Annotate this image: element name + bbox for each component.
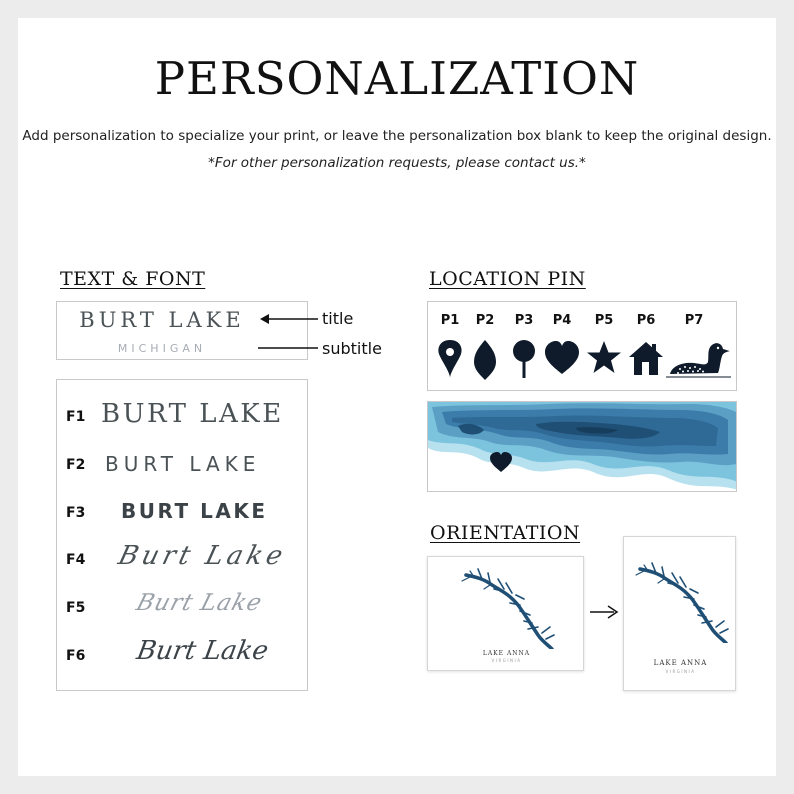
sample-subtitle: MICHIGAN [117,342,207,355]
title-arrow-icon [260,314,318,324]
pin-icons-row [428,338,738,382]
portrait-print[interactable] [623,536,736,691]
teardrop-pin-icon [474,340,496,380]
portrait-state-name: VIRGINIA [665,669,696,674]
heart-icon [545,341,579,374]
location-pin-heading: LOCATION PIN [429,268,586,290]
lake-anna-map-portrait [632,559,732,643]
title-callout-label: title [322,309,354,328]
subtitle-callout-label: subtitle [322,339,382,358]
lake-depth-map [428,402,737,492]
page-title: PERSONALIZATION [154,52,640,105]
pin-label: P4 [552,313,572,328]
orientation-heading: ORIENTATION [430,522,581,544]
pin-label: P5 [594,313,614,328]
pin-label: P6 [636,313,656,328]
subtitle-arrow-icon [258,343,318,353]
font-sample-f3[interactable]: BURT LAKE [121,499,268,523]
font-options-box [56,379,308,691]
font-label: F1 [66,409,86,425]
text-font-heading: TEXT & FONT [60,268,206,290]
landscape-lake-name: LAKE ANNA [482,650,531,657]
star-icon [587,341,621,373]
loon-icon [666,343,731,377]
contact-note: *For other personalization requests, please contact us.* [208,155,586,171]
font-label: F6 [66,648,86,664]
pin-options-box [427,301,737,391]
font-label: F4 [66,552,86,568]
lake-anna-map-landscape [458,565,558,649]
font-label: F2 [66,457,86,473]
font-sample-f5[interactable]: Burt Lake [133,590,266,616]
pin-label: P7 [684,313,704,328]
pin-preview-map [427,401,737,492]
intro-text: Add personalization to specialize your print, or leave the personalization box blank to keep the original design. [22,128,772,144]
landscape-print[interactable] [427,556,584,671]
pin-label: P2 [475,313,495,328]
landscape-state-name: VIRGINIA [491,658,522,663]
map-marker-icon [438,340,461,378]
font-sample-f4[interactable]: Burt Lake [115,541,290,571]
font-sample-f2[interactable]: BURT LAKE [105,452,261,476]
portrait-lake-name: LAKE ANNA [653,659,708,667]
pin-label: P3 [514,313,534,328]
house-icon [629,342,663,375]
font-label: F3 [66,505,86,521]
sample-title: BURT LAKE [79,308,245,332]
push-pin-icon [513,340,535,378]
callout-arrows [258,309,322,357]
orientation-arrow-icon [589,604,619,620]
pin-label: P1 [440,313,460,328]
font-label: F5 [66,600,86,616]
font-sample-f6[interactable]: Burt Lake [134,636,271,666]
font-sample-f1[interactable]: BURT LAKE [101,399,284,429]
